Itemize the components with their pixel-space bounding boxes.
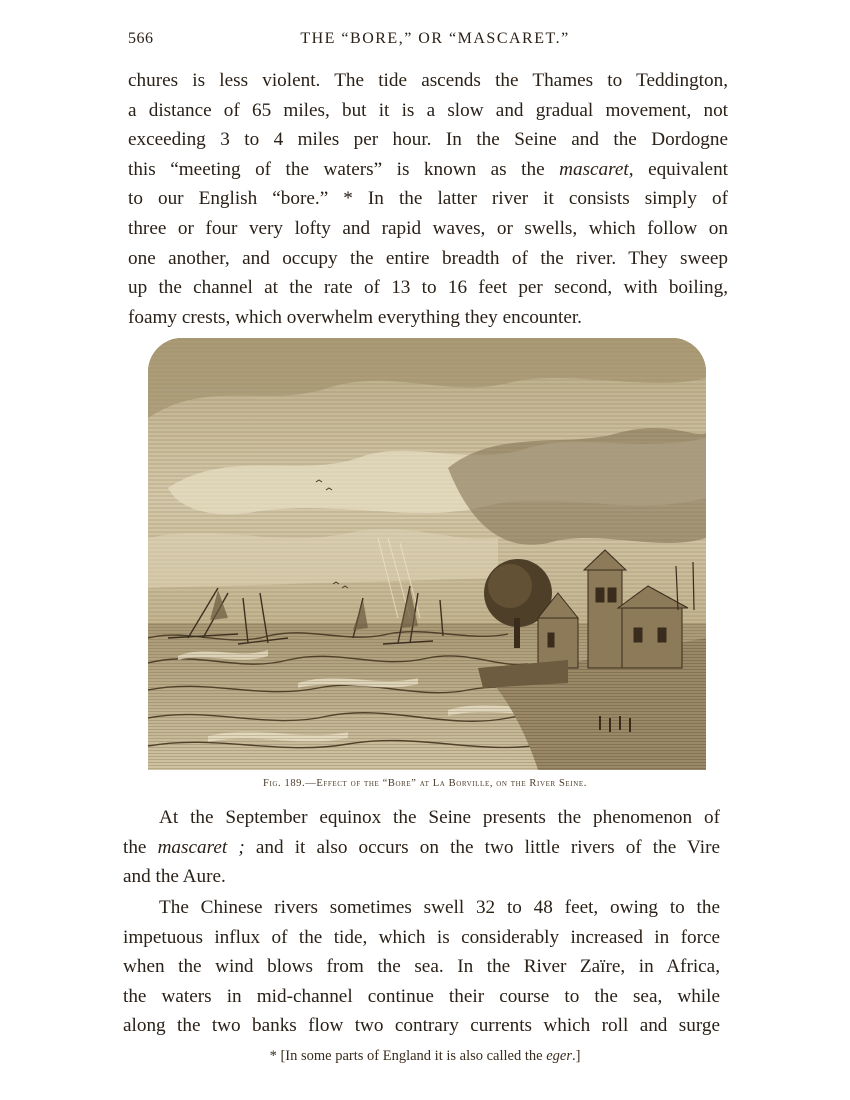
text-line: and the Aure. (123, 866, 226, 888)
text-line: along the two banks flow two contrary currents which roll and surge (123, 1015, 720, 1037)
text-line: the mascaret ; and it also occurs on the two little rivers of the Vire (123, 836, 720, 858)
figure-caption (0, 778, 850, 789)
paragraph-2 (123, 803, 720, 892)
text-line: the waters in mid-channel continue their course to the sea, while (123, 985, 720, 1007)
text-line: The Chinese rivers sometimes swell 32 to 48 feet, owing to the (159, 897, 720, 918)
text-line: a distance of 65 miles, but it is a slow and gradual movement, not (128, 99, 728, 121)
text-line: three or four very lofty and rapid waves, or swells, which follow on (128, 217, 728, 239)
page-number: 566 (128, 30, 154, 47)
text-line: chures is less violent. The tide ascends the Thames to Teddington, (128, 70, 728, 91)
text-line: to our English “bore.” * In the latter river it consists simply of (128, 188, 728, 210)
text-line: foamy crests, which overwhelm everything they encounter. (128, 306, 582, 328)
paragraph-3 (123, 893, 720, 1041)
text-line: exceeding 3 to 4 miles per hour. In the Seine and the Dordogne (128, 129, 728, 151)
text-line: one another, and occupy the entire breadth of the river. They sweep (128, 247, 728, 269)
text-line: when the wind blows from the sea. In the River Zaïre, in Africa, (123, 956, 720, 978)
text-line: At the September equinox the Seine presents the phenomenon of (159, 807, 720, 828)
running-head: THE “BORE,” OR “MASCARET.” (300, 30, 570, 47)
engraving-illustration (148, 338, 706, 770)
text-line: this “meeting of the waters” is known as the mascaret, equivalent (128, 158, 728, 180)
text-line: up the channel at the rate of 13 to 16 feet per second, with boiling, (128, 277, 728, 299)
footnote: * [In some parts of England it is also called the eger.] (269, 1048, 581, 1064)
bore-engraving-image (148, 338, 706, 770)
figure-caption-text: Effect of the “Bore” at La Borville, on the River Seine. (316, 778, 587, 789)
text-line: impetuous influx of the tide, which is considerably increased in force (123, 926, 720, 948)
paragraph-1 (128, 66, 728, 332)
figure-label: Fig. 189.— (263, 778, 317, 789)
